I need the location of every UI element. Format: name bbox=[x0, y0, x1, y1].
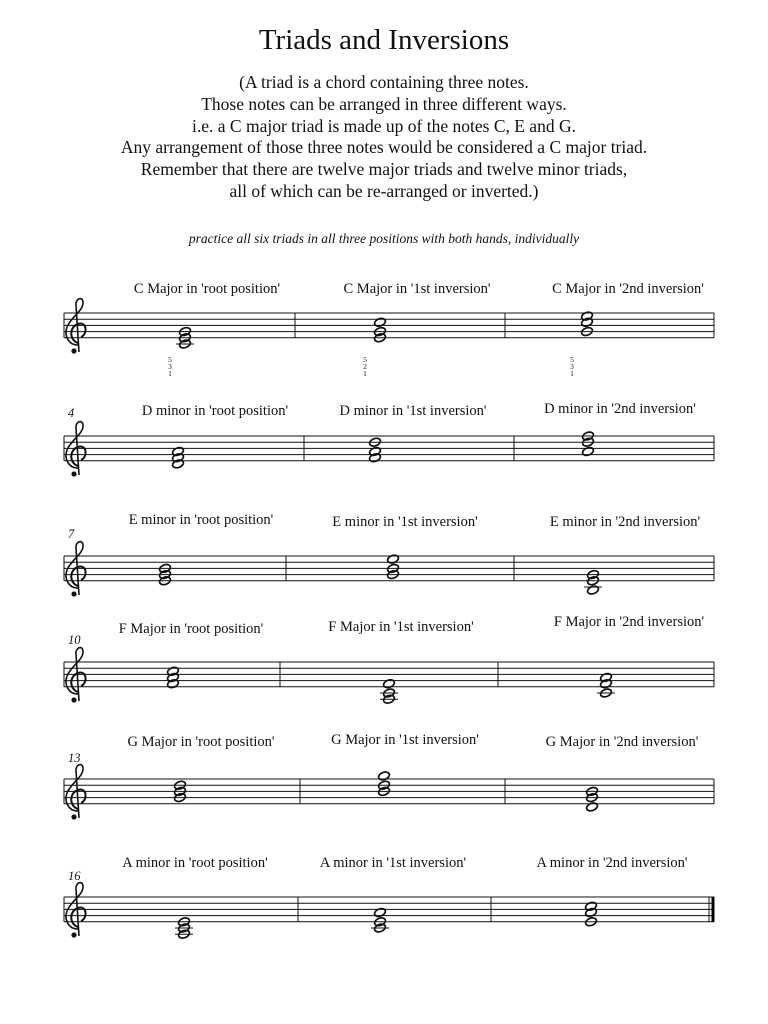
treble-clef-icon bbox=[66, 765, 86, 820]
measure-number: 13 bbox=[68, 751, 81, 765]
chord-label: A minor in 'root position' bbox=[122, 855, 268, 871]
fingering-number: 5 bbox=[168, 354, 172, 364]
chord bbox=[175, 917, 193, 940]
chord-label: G Major in 'root position' bbox=[127, 734, 275, 750]
chord-label: E minor in 'root position' bbox=[128, 512, 274, 528]
fingering-number: 1 bbox=[363, 369, 367, 379]
chord bbox=[378, 771, 391, 797]
whole-note bbox=[587, 585, 600, 596]
chord-label: C Major in '1st inversion' bbox=[343, 281, 491, 297]
whole-note bbox=[387, 554, 400, 565]
treble-clef-icon bbox=[66, 299, 86, 354]
chord bbox=[371, 907, 389, 933]
fingering-number: 1 bbox=[168, 369, 172, 379]
chord-label: F Major in 'root position' bbox=[118, 621, 264, 637]
treble-clef-icon bbox=[66, 883, 86, 938]
chord bbox=[582, 431, 595, 457]
whole-note bbox=[383, 678, 396, 689]
measure-number: 4 bbox=[68, 406, 75, 420]
intro-line: i.e. a C major triad is made up of the notes C, E and G. bbox=[192, 115, 576, 136]
chord bbox=[380, 678, 398, 704]
chord-label: A minor in '2nd inversion' bbox=[536, 855, 688, 871]
whole-note bbox=[374, 907, 387, 918]
staff-system bbox=[64, 299, 714, 379]
chord bbox=[570, 311, 593, 378]
whole-note bbox=[582, 446, 595, 457]
intro-line: all of which can be re-arranged or inverted.) bbox=[229, 180, 539, 201]
chord bbox=[369, 437, 382, 463]
treble-clef-icon bbox=[66, 422, 86, 477]
chord bbox=[597, 672, 615, 698]
chord bbox=[586, 786, 599, 812]
whole-note bbox=[374, 317, 387, 328]
chord-label: G Major in '2nd inversion' bbox=[545, 734, 699, 750]
treble-clef-icon bbox=[66, 542, 86, 597]
fingering-number: 2 bbox=[363, 362, 367, 371]
whole-note bbox=[586, 802, 599, 813]
intro-line: Any arrangement of those three notes would be considered a C major triad. bbox=[120, 137, 648, 158]
intro-line: Remember that there are twelve major triads and twelve minor triads, bbox=[140, 159, 628, 180]
chord bbox=[168, 326, 194, 378]
fingering-number: 5 bbox=[363, 354, 367, 364]
fingering-number: 3 bbox=[570, 362, 574, 371]
fingering-number: 5 bbox=[570, 354, 574, 364]
staff-system bbox=[64, 765, 714, 820]
chord-label: G Major in '1st inversion' bbox=[331, 732, 479, 748]
chord bbox=[585, 901, 598, 927]
treble-clef-icon bbox=[66, 648, 86, 703]
chord bbox=[167, 666, 180, 689]
staff-system bbox=[64, 648, 714, 705]
chord bbox=[172, 446, 185, 469]
staff-system bbox=[64, 542, 714, 597]
whole-note bbox=[378, 771, 391, 782]
page-title: Triads and Inversions bbox=[258, 24, 510, 56]
chord-label: C Major in 'root position' bbox=[133, 281, 281, 297]
fingering-number: 3 bbox=[168, 362, 172, 371]
chord-label: D minor in '1st inversion' bbox=[339, 403, 487, 419]
staff-system bbox=[64, 422, 714, 477]
practice-note: practice all six triads in all three positions with both hands, individually bbox=[188, 231, 580, 246]
chord-label: E minor in '2nd inversion' bbox=[549, 514, 701, 530]
intro-line: (A triad is a chord containing three notes. bbox=[239, 72, 529, 92]
final-bar-thick bbox=[712, 897, 715, 922]
chord-label: D minor in 'root position' bbox=[141, 403, 289, 419]
chord-label: A minor in '1st inversion' bbox=[319, 855, 467, 871]
fingering-number: 1 bbox=[570, 369, 574, 379]
chord-label: C Major in '2nd inversion' bbox=[552, 281, 704, 297]
chord-label: F Major in '1st inversion' bbox=[328, 619, 474, 635]
chord bbox=[363, 317, 386, 378]
chord bbox=[584, 569, 602, 595]
measure-number: 7 bbox=[68, 527, 75, 541]
measure-number: 10 bbox=[68, 633, 81, 647]
intro-line: Those notes can be arranged in three different ways. bbox=[201, 93, 567, 114]
chord-label: E minor in '1st inversion' bbox=[332, 514, 478, 530]
chord bbox=[387, 554, 400, 580]
chord-label: D minor in '2nd inversion' bbox=[544, 401, 696, 417]
chord-label: F Major in '2nd inversion' bbox=[553, 614, 705, 630]
measure-number: 16 bbox=[68, 869, 81, 883]
staff-system bbox=[64, 883, 715, 940]
